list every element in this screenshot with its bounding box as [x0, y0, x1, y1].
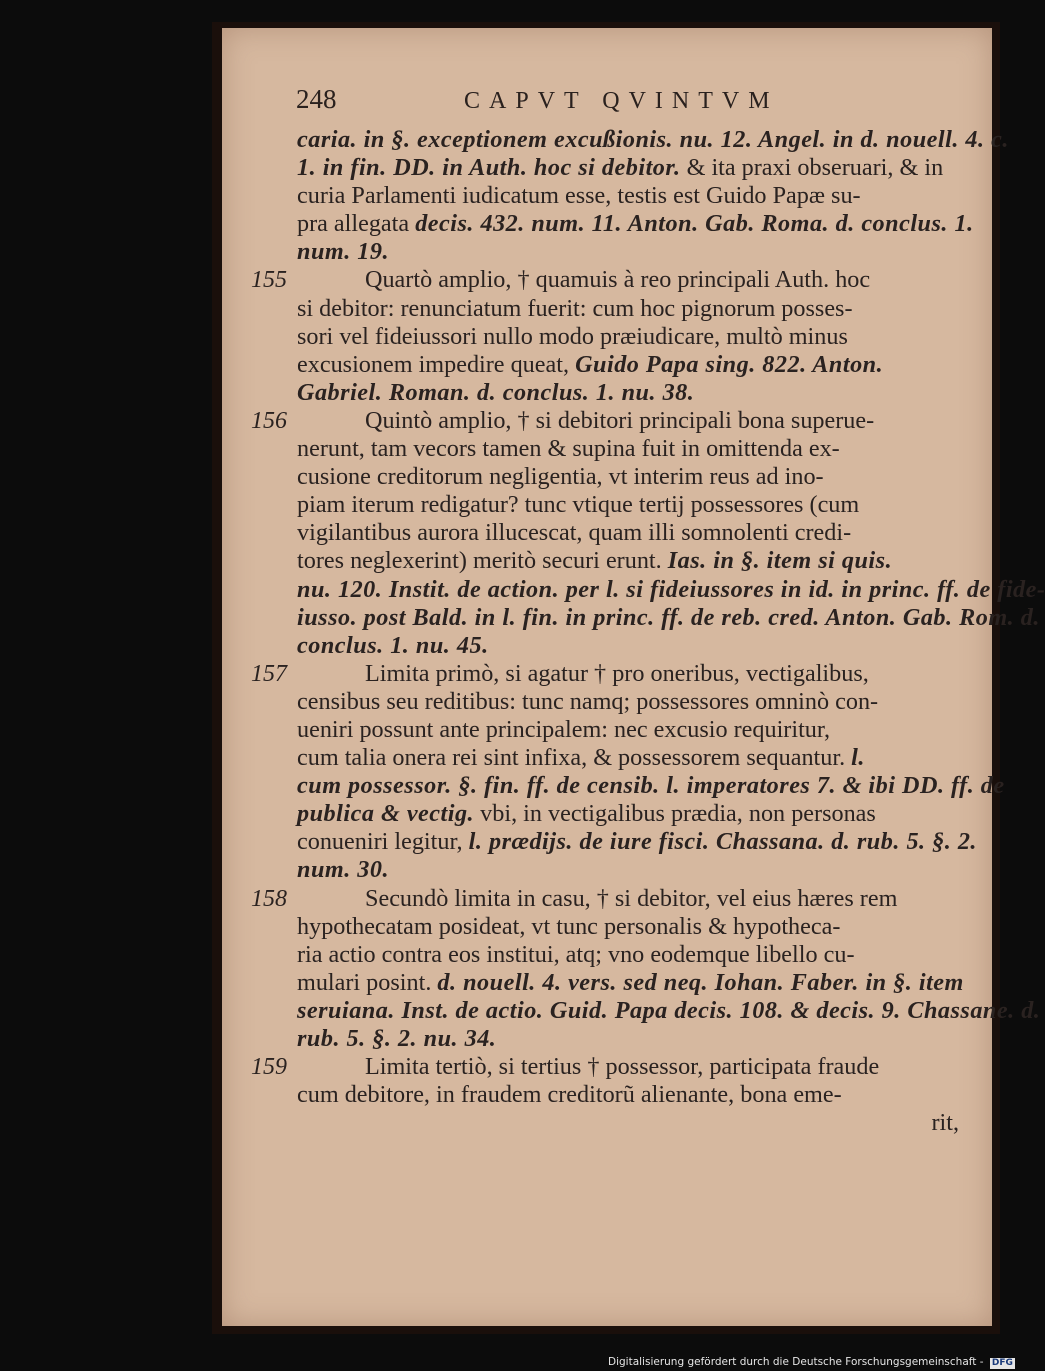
- text-line: [297, 210, 974, 238]
- roman-text: Quintò amplio, † si debitori principali bona superue-: [365, 406, 875, 434]
- margin-number: 159: [251, 1054, 287, 1081]
- text-line: [297, 941, 959, 969]
- roman-text: cusione creditorum negligentia, vt interim reus ad ino-: [297, 463, 824, 491]
- roman-text: censibus seu reditibus: tunc namq; possessores omninò con-: [297, 687, 879, 715]
- citation-text: Ias. in §. item si quis.: [667, 547, 893, 575]
- citation-text: nu. 120. Instit. de action. per l. si fideiussores in id. in princ. ff. de fide-: [297, 575, 1045, 603]
- paragraph-155: [251, 266, 959, 406]
- citation-text: decis. 432. num. 11. Anton. Gab. Roma. d. conclus. 1.: [415, 210, 974, 238]
- text-line: [297, 126, 1009, 154]
- text-line: [297, 295, 959, 323]
- page-number: 248: [296, 84, 337, 114]
- text-line: [297, 407, 959, 435]
- citation-text: l. prædijs. de iure fisci. Chassana. d. rub. 5. §. 2.: [468, 828, 977, 856]
- text-line: [297, 182, 959, 210]
- margin-number: 158: [251, 885, 287, 912]
- citation-text: publica & vectig.: [297, 800, 475, 828]
- text-line: [297, 632, 959, 660]
- roman-text: sori vel fideiussori nullo modo præiudicare, multò minus: [297, 322, 848, 350]
- roman-text: Limita tertiò, si tertius † possessor, participata fraude: [365, 1053, 880, 1081]
- intro-paragraph: [297, 126, 1009, 266]
- text-line: [297, 238, 959, 266]
- text-line: [297, 1053, 959, 1081]
- text-line: [297, 154, 959, 182]
- citation-text: Guido Papa sing. 822. Anton.: [575, 350, 884, 378]
- citation-text: l.: [851, 744, 865, 772]
- citation-text: cum possessor. §. fin. ff. de censib. l. imperatores 7. & ibi DD. ff. de: [297, 772, 1005, 800]
- dfg-logo-icon: DFG: [991, 1358, 1013, 1368]
- text-line: [297, 1109, 959, 1137]
- roman-text: Secundò limita in casu, † si debitor, vel eius hæres rem: [365, 884, 898, 912]
- citation-text: iusso. post Bald. in l. fin. in princ. ff. de reb. cred. Anton. Gab. Rom. d.: [297, 603, 1040, 631]
- roman-text: excusionem impedire queat,: [297, 350, 576, 378]
- text-line: [297, 744, 959, 772]
- roman-text: ueniri possunt ante principalem: nec excusio requiritur,: [297, 715, 831, 743]
- roman-text: rit,: [931, 1109, 959, 1137]
- running-head: [296, 84, 956, 124]
- text-line: [297, 435, 959, 463]
- paragraph-158: [251, 884, 1041, 1054]
- citation-text: seruiana. Inst. de actio. Guid. Papa decis. 108. & decis. 9. Chassane. d.: [297, 996, 1041, 1024]
- roman-text: ria actio contra eos institui, atq; vno eodemque libello cu-: [297, 940, 855, 968]
- roman-text: & ita praxi obseruari, & in: [680, 154, 944, 182]
- roman-text: hypothecatam posideat, vt tunc personalis & hypotheca-: [297, 912, 841, 940]
- text-line: [297, 660, 959, 688]
- text-line: [297, 266, 959, 294]
- text-line: [297, 716, 959, 744]
- roman-text: Quartò amplio, † quamuis à reo principali Auth. hoc: [365, 266, 871, 294]
- text-line: [297, 1025, 959, 1053]
- footer: [608, 1356, 1015, 1370]
- paragraph-159: [251, 1053, 959, 1137]
- text-line: [297, 547, 959, 575]
- roman-text: mulari posint.: [297, 968, 438, 996]
- body-text: [251, 126, 1045, 1137]
- citation-text: 1. in fin. DD. in Auth. hoc si debitor.: [297, 154, 681, 182]
- citation-text: caria. in §. exceptionem excußionis. nu. 12. Angel. in d. nouell. 4. c.: [297, 126, 1009, 153]
- chapter-title: CAPVT QVINTVM: [464, 88, 779, 114]
- margin-number: 156: [251, 407, 287, 434]
- roman-text: pra allegata: [297, 210, 416, 238]
- roman-text: vbi, in vectigalibus prædia, non personas: [474, 800, 876, 828]
- citation-text: num. 19.: [297, 238, 390, 266]
- paragraph-157: [251, 659, 1005, 885]
- paragraph-156: [251, 406, 1045, 660]
- text-line: [297, 323, 959, 351]
- citation-text: num. 30.: [297, 856, 390, 884]
- text-line: [297, 913, 959, 941]
- roman-text: Limita primò, si agatur † pro oneribus, vectigalibus,: [365, 659, 869, 687]
- roman-text: tores neglexerint) meritò securi erunt.: [297, 547, 668, 575]
- text-line: [297, 968, 964, 997]
- text-line: [297, 996, 1041, 1025]
- text-line: [297, 1081, 959, 1109]
- footer-credit: Digitalisierung gefördert durch die Deutsche Forschungsgemeinschaft -: [608, 1356, 984, 1368]
- margin-number: 155: [251, 267, 287, 294]
- roman-text: cum debitore, in fraudem creditorũ alienante, bona eme-: [297, 1081, 842, 1109]
- text-line: [297, 828, 977, 856]
- citation-text: Gabriel. Roman. d. conclus. 1. nu. 38.: [297, 378, 695, 406]
- roman-text: nerunt, tam vecors tamen & supina fuit in omittenda ex-: [297, 435, 840, 463]
- citation-text: conclus. 1. nu. 45.: [297, 631, 489, 659]
- text-line: [297, 856, 959, 884]
- text-line: [297, 463, 959, 491]
- margin-number: 157: [251, 660, 287, 687]
- roman-text: conueniri legitur,: [297, 828, 469, 856]
- roman-text: si debitor: renunciatum fuerit: cum hoc pignorum posses-: [297, 294, 853, 322]
- text-line: [297, 379, 959, 407]
- roman-text: piam iterum redigatur? tunc vtique tertij possessores (cum: [297, 491, 860, 519]
- citation-text: d. nouell. 4. vers. sed neq. Iohan. Faber. in §. item: [437, 968, 964, 996]
- text-line: [297, 772, 1005, 800]
- text-line: [297, 885, 959, 913]
- text-line: [297, 491, 959, 519]
- roman-text: vigilantibus aurora illucescat, quam illi somnolenti credi-: [297, 519, 852, 547]
- text-line: [297, 351, 959, 379]
- text-line: [297, 603, 1040, 632]
- text-line: [297, 575, 1045, 604]
- roman-text: cum talia onera rei sint infixa, & possessorem sequantur.: [297, 744, 852, 772]
- text-line: [297, 800, 959, 828]
- text-line: [297, 519, 959, 547]
- text-line: [297, 688, 959, 716]
- roman-text: curia Parlamenti iudicatum esse, testis est Guido Papæ su-: [297, 182, 861, 210]
- citation-text: rub. 5. §. 2. nu. 34.: [297, 1025, 497, 1052]
